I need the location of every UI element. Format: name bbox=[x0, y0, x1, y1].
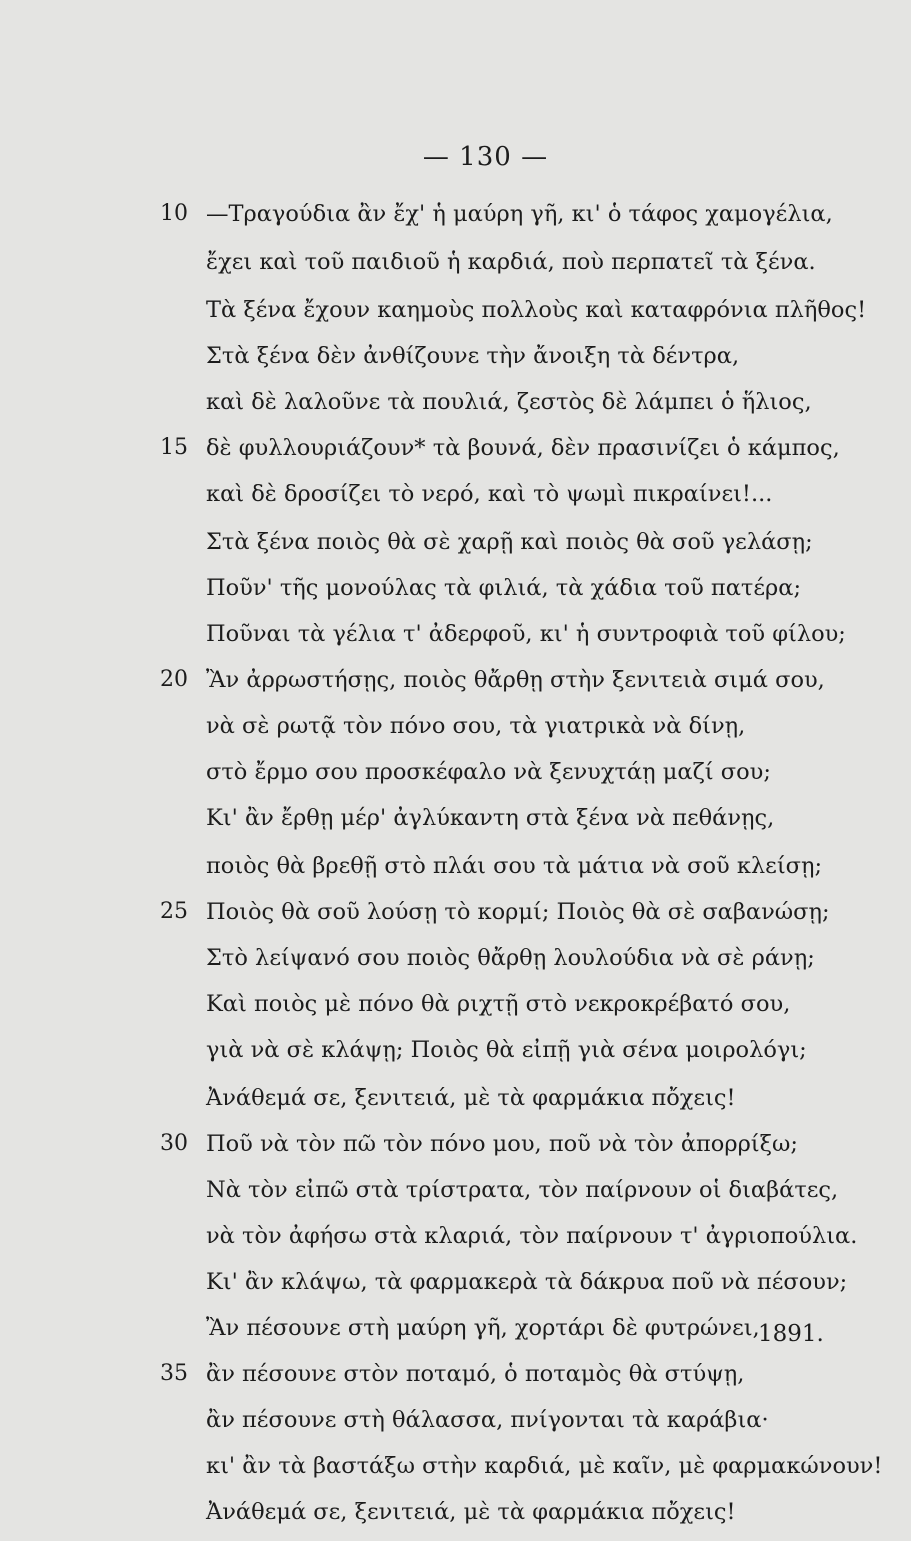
line-number: 20 bbox=[160, 667, 188, 692]
line-text: Ποῦ νὰ τὸν πῶ τὸν πόνο μου, ποῦ νὰ τὸν ἀπορρίξω; bbox=[206, 1131, 798, 1157]
line-text: Ἂν πέσουνε στὴ μαύρη γῆ, χορτάρι δὲ φυτρώνει, bbox=[206, 1315, 760, 1341]
line-text: καὶ δὲ δροσίζει τὸ νερό, καὶ τὸ ψωμὶ πικραίνει!... bbox=[206, 481, 773, 507]
line-text: Ποῦν' τῆς μονούλας τὰ φιλιά, τὰ χάδια τοῦ πατέρα; bbox=[206, 575, 802, 601]
line-text: Κι' ἂν κλάψω, τὰ φαρμακερὰ τὰ δάκρυα ποῦ νὰ πέσουν; bbox=[206, 1269, 848, 1295]
line-text: Ποιὸς θὰ σοῦ λούσῃ τὸ κορμί; Ποιὸς θὰ σὲ σαβανώσῃ; bbox=[206, 899, 830, 925]
line-text: καὶ δὲ λαλοῦνε τὰ πουλιά, ζεστὸς δὲ λάμπει ὁ ἥλιος, bbox=[206, 389, 812, 415]
line-number: 10 bbox=[160, 201, 188, 226]
line-text: Στὰ ξένα δὲν ἀνθίζουνε τὴν ἄνοιξη τὰ δέντρα, bbox=[206, 343, 740, 369]
line-text: Ἂν ἀρρωστήσῃς, ποιὸς θἄρθῃ στὴν ξενιτειὰ σιμά σου, bbox=[206, 667, 825, 693]
line-number: 35 bbox=[160, 1361, 188, 1386]
line-number: 30 bbox=[160, 1131, 188, 1156]
line-text: ἔχει καὶ τοῦ παιδιοῦ ἡ καρδιά, ποὺ περπατεῖ τὰ ξένα. bbox=[206, 249, 816, 275]
page-number: — 130 — bbox=[422, 142, 549, 172]
line-text: Στὸ λείψανό σου ποιὸς θἄρθῃ λουλούδια νὰ σὲ ράνῃ; bbox=[206, 945, 815, 971]
line-text: νὰ τὸν ἀφήσω στὰ κλαριά, τὸν παίρνουν τ' ἀγριοπούλια. bbox=[206, 1223, 858, 1249]
line-text: Ἀνάθεμά σε, ξενιτειά, μὲ τὰ φαρμάκια πὄχεις! bbox=[206, 1085, 736, 1111]
poem-line bbox=[0, 937, 911, 987]
line-text: Ἀνάθεμά σε, ξενιτειά, μὲ τὰ φαρμάκια πὄχεις! bbox=[206, 1499, 736, 1525]
poem-line bbox=[0, 521, 911, 571]
poem-line bbox=[0, 1123, 911, 1173]
line-text: Τὰ ξένα ἔχουν καημοὺς πολλοὺς καὶ καταφρόνια πλῆθος! bbox=[206, 297, 867, 323]
poem-line bbox=[0, 845, 911, 895]
poem-line bbox=[0, 613, 911, 663]
poem-line bbox=[0, 473, 911, 523]
poem-line bbox=[0, 797, 911, 847]
line-text: Στὰ ξένα ποιὸς θὰ σὲ χαρῇ καὶ ποιὸς θὰ σοῦ γελάσῃ; bbox=[206, 529, 813, 555]
line-text: γιὰ νὰ σὲ κλάψῃ; Ποιὸς θὰ εἰπῇ γιὰ σένα μοιρολόγι; bbox=[206, 1037, 807, 1063]
poem-line bbox=[0, 1029, 911, 1079]
line-text: ἂν πέσουνε στὴ θάλασσα, πνίγονται τὰ καράβια· bbox=[206, 1407, 769, 1433]
poem-line bbox=[0, 241, 911, 291]
poem-line bbox=[0, 427, 911, 477]
poem-line bbox=[0, 289, 911, 339]
poem-line bbox=[0, 335, 911, 385]
line-text: Νὰ τὸν εἰπῶ στὰ τρίστρατα, τὸν παίρνουν οἱ διαβάτες, bbox=[206, 1177, 839, 1203]
poem-line bbox=[0, 1353, 911, 1403]
poem-line bbox=[0, 1077, 911, 1127]
line-text: ἂν πέσουνε στὸν ποταμό, ὁ ποταμὸς θὰ στύψῃ, bbox=[206, 1361, 745, 1387]
poem-line bbox=[0, 1491, 911, 1541]
line-text: Κι' ἂν ἔρθῃ μέρ' ἀγλύκαντη στὰ ξένα νὰ πεθάνῃς, bbox=[206, 805, 775, 831]
line-text: στὸ ἔρμο σου προσκέφαλο νὰ ξενυχτάῃ μαζί σου; bbox=[206, 759, 771, 785]
poem-line bbox=[0, 751, 911, 801]
line-text: κι' ἂν τὰ βαστάξω στὴν καρδιά, μὲ καῖν, μὲ φαρμακώνουν! bbox=[206, 1453, 883, 1479]
line-number: 25 bbox=[160, 899, 188, 924]
poem-year: 1891. bbox=[758, 1321, 824, 1347]
poem-line bbox=[0, 659, 911, 709]
poem-line bbox=[0, 1399, 911, 1449]
line-text: Καὶ ποιὸς μὲ πόνο θὰ ριχτῇ στὸ νεκροκρέβατό σου, bbox=[206, 991, 791, 1017]
poem-line bbox=[0, 983, 911, 1033]
line-number: 15 bbox=[160, 435, 188, 460]
line-text: ποιὸς θὰ βρεθῇ στὸ πλάι σου τὰ μάτια νὰ σοῦ κλείσῃ; bbox=[206, 853, 823, 879]
poem-line bbox=[0, 567, 911, 617]
line-text: δὲ φυλλουριάζουν* τὰ βουνά, δὲν πρασινίζει ὁ κάμπος, bbox=[206, 435, 840, 461]
poem-line bbox=[0, 705, 911, 755]
poem-line bbox=[0, 1445, 911, 1495]
line-text: —Τραγούδια ἂν ἔχ' ἡ μαύρη γῆ, κι' ὁ τάφος χαμογέλια, bbox=[206, 201, 833, 227]
line-text: νὰ σὲ ρωτᾷ τὸν πόνο σου, τὰ γιατρικὰ νὰ δίνῃ, bbox=[206, 713, 746, 739]
poem-line bbox=[0, 1169, 911, 1219]
line-text: Ποῦναι τὰ γέλια τ' ἀδερφοῦ, κι' ἡ συντροφιὰ τοῦ φίλου; bbox=[206, 621, 846, 647]
poem-line bbox=[0, 1215, 911, 1265]
poem-line bbox=[0, 381, 911, 431]
poem-line bbox=[0, 1261, 911, 1311]
poem-line bbox=[0, 193, 911, 243]
poem-line bbox=[0, 891, 911, 941]
